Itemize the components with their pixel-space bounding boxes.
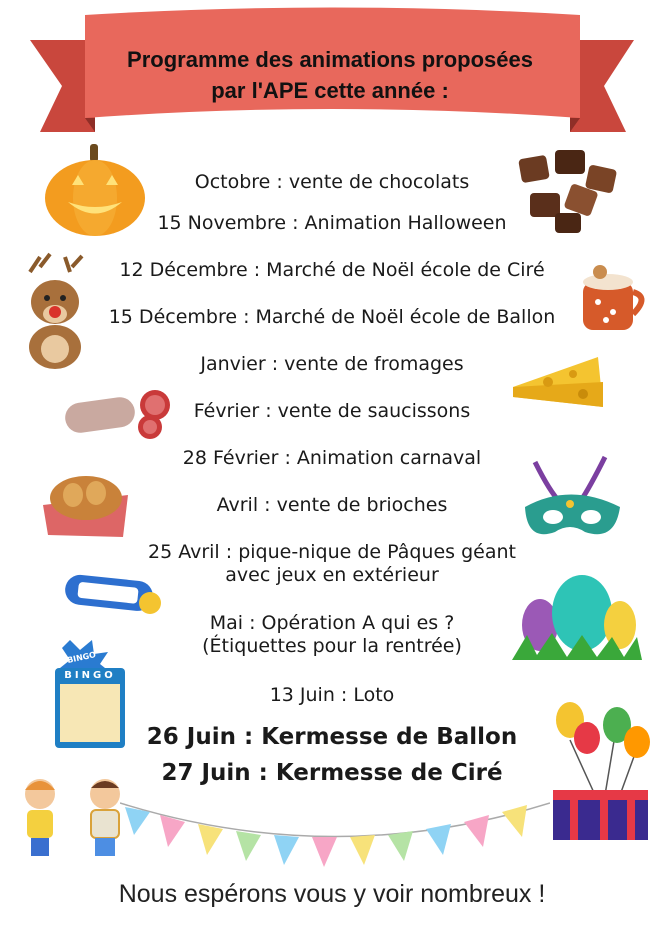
chocolates-icon [515,145,625,240]
pumpkin-icon [40,140,150,240]
event-brioches: Avril : vente de brioches [216,494,448,516]
event-carnaval: 28 Février : Animation carnaval [182,447,482,469]
bingo-header: BINGO [64,670,116,681]
event-paques-line-1: 25 Avril : pique-nique de Pâques géant [148,541,516,563]
event-paques-line-2: avec jeux en extérieur [225,564,439,586]
footer-message: Nous espérons vous y voir nombreux ! [118,880,546,908]
hot-chocolate-icon [578,262,658,337]
event-kermesse-cire: 27 Juin : Kermesse de Ciré [161,760,503,786]
reindeer-icon [10,252,100,372]
brioche-icon [38,465,133,540]
carnival-mask-icon [515,452,630,552]
event-loto: 13 Juin : Loto [269,684,395,706]
event-octobre: Octobre : vente de chocolats [194,171,470,193]
bingo-badge: BINGO [66,650,97,665]
event-fromages: Janvier : vente de fromages [200,353,464,375]
event-halloween: 15 Novembre : Animation Halloween [157,212,507,234]
name-tag-icon [60,573,165,618]
sausage-icon [60,385,175,440]
event-etiquettes-line-1: Mai : Opération A qui es ? [209,612,455,634]
bunting-icon [120,795,550,890]
balloons-gift-icon [545,700,655,845]
easter-eggs-icon [512,575,642,660]
title-line-1: Programme des animations proposées [127,47,533,72]
event-noel-ballon: 15 Décembre : Marché de Noël école de Ballon [108,306,556,328]
event-kermesse-ballon: 26 Juin : Kermesse de Ballon [146,724,518,750]
event-noel-cire: 12 Décembre : Marché de Noël école de Ciré [119,259,545,281]
event-saucissons: Février : vente de saucissons [193,400,471,422]
cheese-icon [508,352,608,422]
event-etiquettes-line-2: (Étiquettes pour la rentrée) [202,635,462,657]
page-title [70,44,590,106]
bingo-card [50,640,130,750]
title-line-2: par l'APE cette année : [211,78,449,103]
